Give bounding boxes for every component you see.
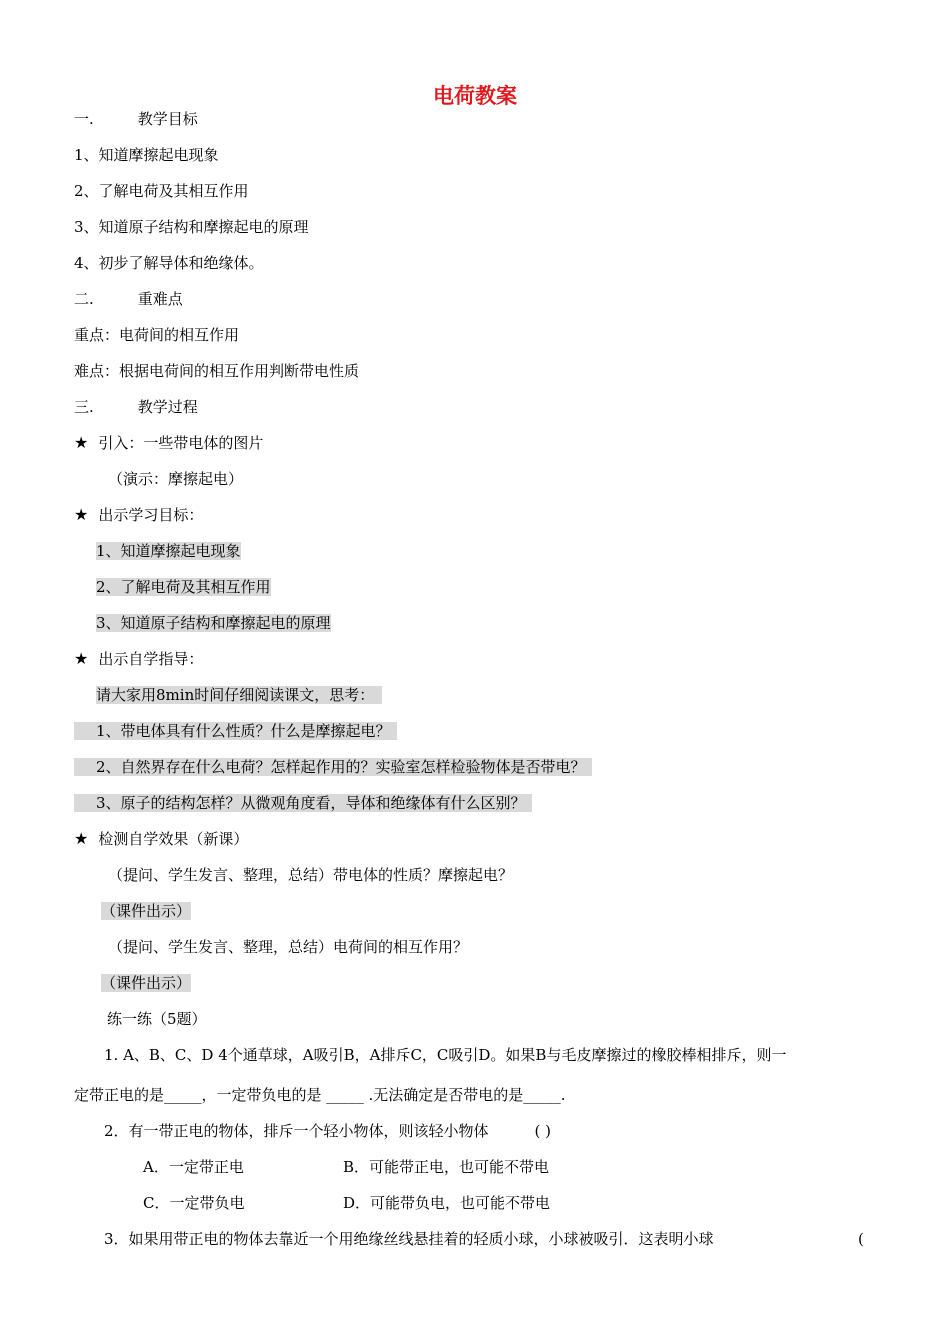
courseware-note: （课件出示） <box>101 902 192 920</box>
learning-goals-label: 出示学习目标： <box>98 506 204 524</box>
courseware-note: （课件出示） <box>101 974 192 992</box>
exercise-1-line-1: 1. A、B、C、D 4个通草球，A吸引B，A排斥C，C吸引D。如果B与毛皮摩擦过的橡胶棒相排斥，则一 <box>104 1046 787 1064</box>
learning-goal-item: 2、了解电荷及其相互作用 <box>96 578 271 596</box>
section-heading-3 <box>74 397 198 417</box>
option-c: C．一定带负电 <box>143 1194 245 1212</box>
objective-item: 1、知道摩擦起电现象 <box>74 146 219 164</box>
learning-goal-item: 1、知道摩擦起电现象 <box>96 542 241 560</box>
option-d: D．可能带负电，也可能不带电 <box>343 1194 551 1212</box>
learning-goal-item: 3、知道原子结构和摩擦起电的原理 <box>96 614 331 632</box>
exercise-2-stem <box>104 1121 551 1141</box>
star-icon: ★ <box>74 505 89 524</box>
star-icon: ★ <box>74 829 89 848</box>
objective-item: 4、初步了解导体和绝缘体。 <box>74 254 264 272</box>
self-study-label: 出示自学指导： <box>98 650 204 668</box>
section-title: 教学目标 <box>137 110 198 128</box>
self-study-intro: 请大家用8min时间仔细阅读课文，思考： <box>96 686 382 704</box>
exercise-2-text: 2．有一带正电的物体，排斥一个轻小物体，则该轻小物体 <box>104 1122 489 1140</box>
check-question-2: （提问、学生发言、整理，总结）电荷间的相互作用？ <box>108 938 469 956</box>
section-title: 教学过程 <box>137 398 198 416</box>
self-study-question: 1、带电体具有什么性质？什么是摩擦起电？ <box>74 722 397 740</box>
intro-label: 引入：一些带电体的图片 <box>98 434 264 452</box>
star-icon: ★ <box>74 433 89 452</box>
objective-item: 2、了解电荷及其相互作用 <box>74 182 249 200</box>
self-study-question: 3、原子的结构怎样？从微观角度看，导体和绝缘体有什么区别？ <box>74 794 532 812</box>
option-b: B．可能带正电，也可能不带电 <box>343 1158 550 1176</box>
section-heading-2 <box>74 289 183 309</box>
document-title: 电荷教案 <box>433 84 517 108</box>
difficult-point: 难点：根据电荷间的相互作用判断带电性质 <box>74 362 360 380</box>
check-label: 检测自学效果（新课） <box>98 830 249 848</box>
intro-line <box>74 433 263 453</box>
exercise-3-stem: 3．如果用带正电的物体去靠近一个用绝缘丝线悬挂着的轻质小球，小球被吸引．这表明小球 <box>104 1230 714 1248</box>
answer-bracket: ( ) <box>534 1122 552 1140</box>
practice-label: 练一练（5题） <box>107 1010 207 1028</box>
star-icon: ★ <box>74 649 89 668</box>
section-number: 一. <box>74 110 94 128</box>
section-heading-1 <box>74 109 198 129</box>
learning-goals-heading <box>74 505 203 525</box>
check-heading <box>74 829 248 849</box>
key-point: 重点：电荷间的相互作用 <box>74 326 240 344</box>
exercise-1-line-2: 定带正电的是_____，一定带负电的是 _____ .无法确定是否带电的是_____. <box>74 1086 566 1104</box>
section-number: 二. <box>74 290 94 308</box>
answer-bracket: ( <box>858 1230 864 1248</box>
option-a: A．一定带正电 <box>143 1158 244 1176</box>
self-study-heading <box>74 649 203 669</box>
objective-item: 3、知道原子结构和摩擦起电的原理 <box>74 218 309 236</box>
section-number: 三. <box>74 398 94 416</box>
section-title: 重难点 <box>137 290 183 308</box>
self-study-question: 2、自然界存在什么电荷？怎样起作用的？实验室怎样检验物体是否带电？ <box>74 758 592 776</box>
check-question-1: （提问、学生发言、整理，总结）带电体的性质？摩擦起电？ <box>108 866 514 884</box>
demo-note: （演示：摩擦起电） <box>108 470 244 488</box>
